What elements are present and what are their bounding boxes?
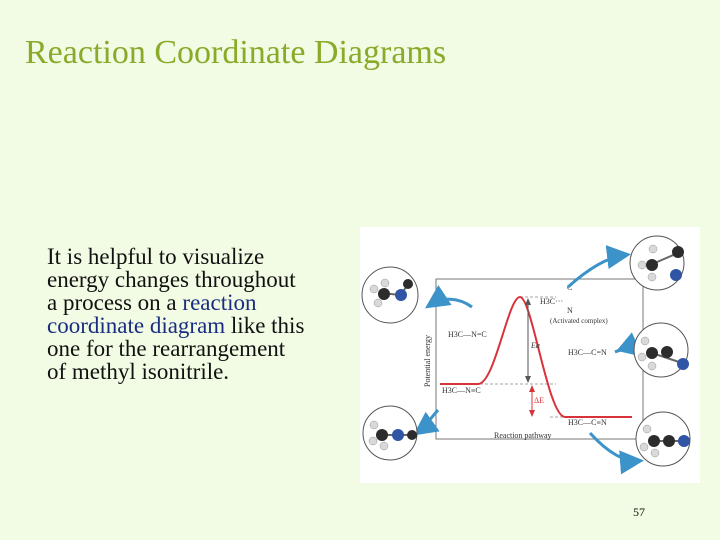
activated-complex-label: (Activated complex) (550, 317, 608, 325)
transition-formula-mid: H3C··· (540, 297, 564, 306)
reactant-label: H3C—N≡C (442, 386, 481, 395)
y-axis-label: Potential energy (423, 334, 432, 387)
transition-formula-bottom: N (567, 306, 573, 315)
x-axis-label: Reaction pathway (494, 431, 552, 440)
transition-formula-top: C (567, 283, 573, 292)
right-intermediate-label: H3C—C=N (568, 348, 607, 357)
molecule-circle-left (362, 267, 418, 323)
slide-title: Reaction Coordinate Diagrams (25, 34, 447, 71)
body-paragraph (47, 245, 307, 383)
body-text-end: like this one for the rearrangement of methyl isonitrile. (47, 313, 305, 384)
figure-svg (360, 227, 700, 483)
activation-energy-label: Ea (531, 341, 540, 350)
body-text-start: It is helpful to visualize energy changes throughout a process on a (47, 244, 296, 315)
reaction-coordinate-figure (360, 227, 700, 483)
delta-e-label: ΔE (534, 396, 545, 405)
body-highlight-term: reaction coordinate diagram (47, 290, 257, 338)
left-intermediate-label: H3C—N=C (448, 330, 487, 339)
arrow-to-bottom-left-molecule (418, 410, 438, 432)
page-number: 57 (633, 505, 645, 519)
product-label: H3C—C≡N (568, 418, 607, 427)
